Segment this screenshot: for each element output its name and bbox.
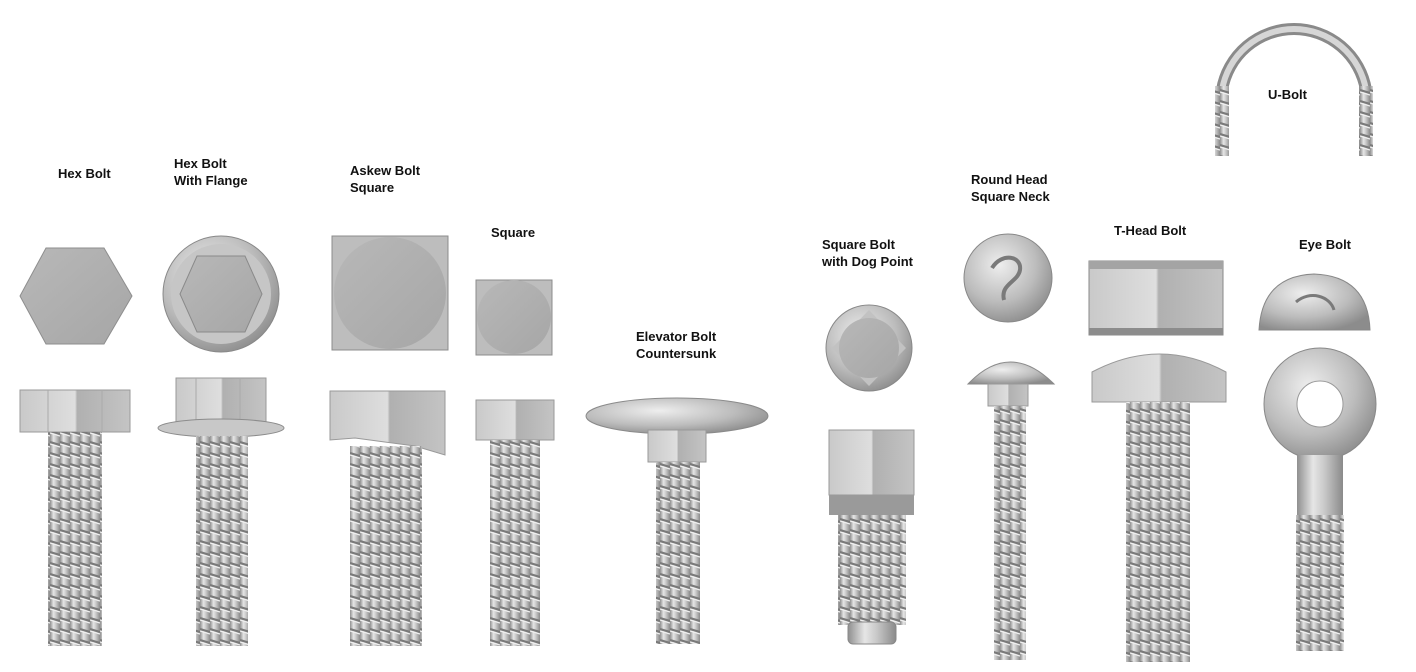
t-head-bolt-label: T-Head Bolt bbox=[1114, 223, 1187, 238]
hex-bolt-top-view bbox=[20, 248, 132, 344]
t-head-bolt-top-view bbox=[1089, 261, 1223, 335]
square-bolt-top-view bbox=[476, 280, 552, 355]
hex-bolt-label: Hex Bolt bbox=[58, 166, 111, 181]
square-bolt-side-view bbox=[476, 400, 554, 646]
askew-bolt-side-view bbox=[330, 391, 445, 646]
hex-flange-bolt-side-view bbox=[158, 378, 284, 646]
t-head-bolt-side-view bbox=[1092, 354, 1226, 662]
square-bolt-label: Square bbox=[491, 225, 536, 240]
eye-bolt-label: Eye Bolt bbox=[1299, 237, 1352, 252]
eye-bolt-side-view bbox=[1264, 348, 1376, 651]
hex-flange-bolt-top-view bbox=[163, 236, 279, 352]
hex-flange-bolt-label: Hex Bolt With Flange bbox=[174, 156, 248, 188]
askew-bolt-label: Askew Bolt Square bbox=[350, 163, 421, 195]
round-head-bolt-side-view bbox=[968, 362, 1054, 660]
elevator-bolt-side-view bbox=[586, 398, 768, 644]
dog-point-bolt-side-view bbox=[829, 430, 914, 644]
u-bolt-label: U-Bolt bbox=[1268, 87, 1307, 102]
dog-point-bolt-label: Square Bolt with Dog Point bbox=[822, 237, 913, 269]
elevator-bolt-label: Elevator Bolt Countersunk bbox=[636, 329, 717, 361]
round-head-bolt-top-view bbox=[964, 234, 1052, 322]
round-head-bolt-label: Round Head Square Neck bbox=[971, 172, 1050, 204]
askew-bolt-top-view bbox=[332, 236, 448, 350]
hex-bolt-side-view bbox=[20, 390, 130, 646]
dog-point-bolt-top-view bbox=[826, 305, 912, 391]
eye-bolt-top-view bbox=[1259, 274, 1370, 330]
